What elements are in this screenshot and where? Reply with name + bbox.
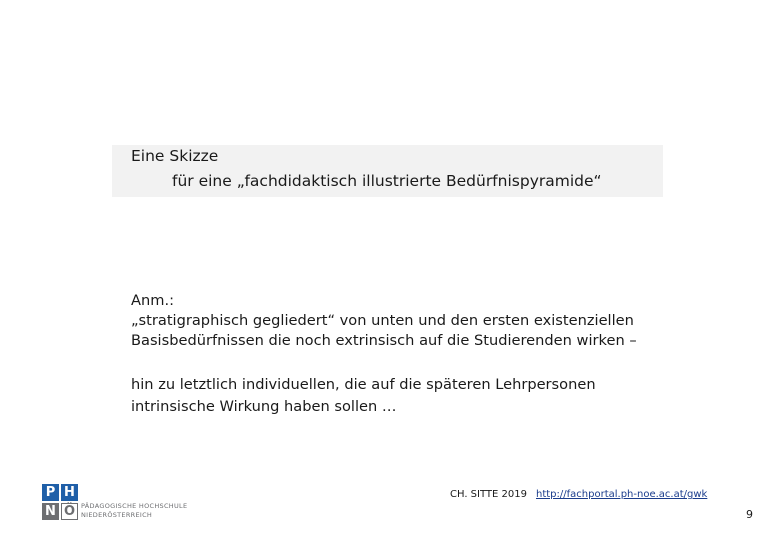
- logo-letter-oe: Ö: [61, 503, 78, 520]
- logo-letter-n: N: [42, 503, 59, 520]
- note-label: Anm.:: [131, 292, 175, 309]
- footer-link[interactable]: http://fachportal.ph-noe.ac.at/gwk: [536, 489, 708, 500]
- slide-title-line1: Eine Skizze: [131, 147, 219, 165]
- ph-noe-logo: [23, 484, 193, 520]
- note-line-4: intrinsische Wirkung haben sollen …: [131, 398, 397, 415]
- logo-text-line1: PÄDAGOGISCHE HOCHSCHULE: [81, 502, 188, 510]
- logo-blank-cell: [23, 484, 40, 501]
- page-number: 9: [746, 508, 753, 521]
- logo-letter-p: P: [42, 484, 59, 501]
- logo-letter-h: H: [61, 484, 78, 501]
- note-line-2: Basisbedürfnissen die noch extrinsisch auf die Studierenden wirken –: [131, 332, 637, 349]
- footer-author: CH. SITTE 2019: [450, 489, 527, 500]
- slide-title-line2: für eine „fachdidaktisch illustrierte Bedürfnispyramide“: [172, 172, 602, 190]
- note-line-1: „stratigraphisch gegliedert“ von unten und den ersten existenziellen: [131, 312, 634, 329]
- logo-text-line2: NIEDERÖSTERREICH: [81, 511, 153, 519]
- note-line-3: hin zu letztlich individuellen, die auf die späteren Lehrpersonen: [131, 376, 596, 393]
